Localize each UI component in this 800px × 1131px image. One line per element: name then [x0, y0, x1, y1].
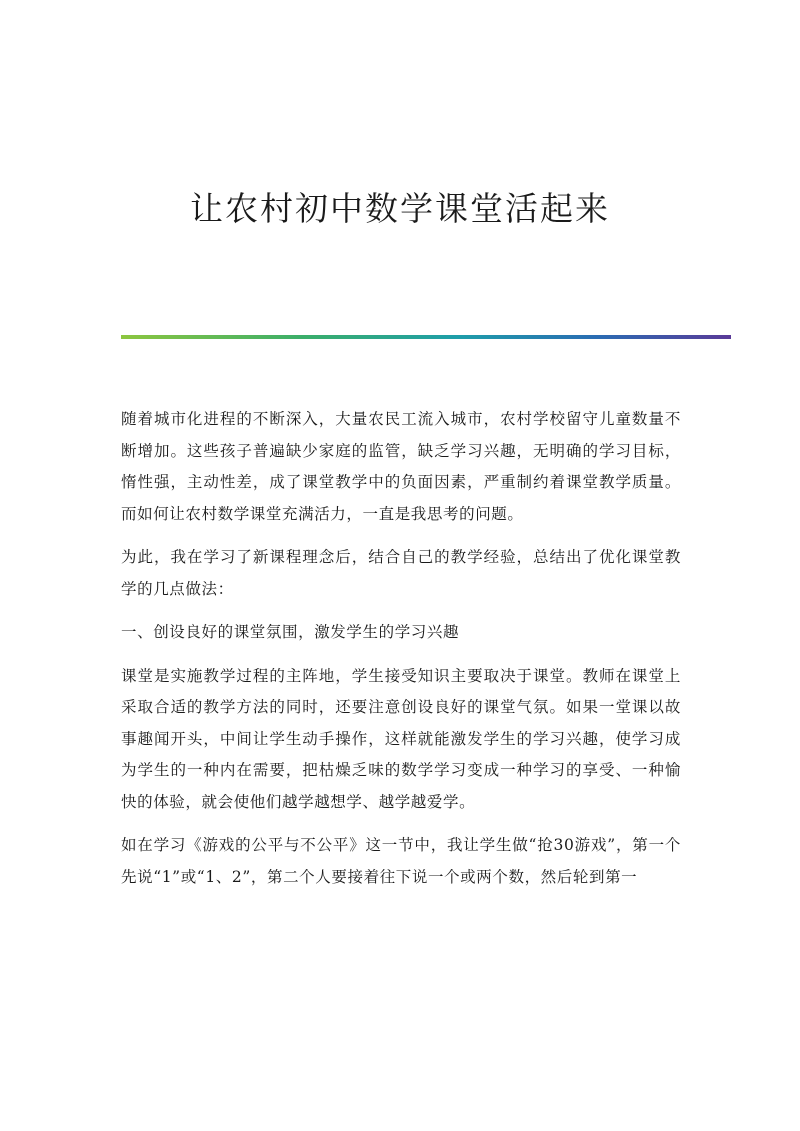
- document-body: [121, 404, 681, 905]
- section-heading-1: 一、创设良好的课堂氛围，激发学生的学习兴趣: [121, 623, 460, 641]
- title-divider: [121, 335, 731, 339]
- paragraph-game-example: 如在学习《游戏的公平与不公平》这一节中，我让学生做“抢30游戏”，第一个先说“1”或“1、2”，第二个人要接着往下说一个或两个数，然后轮到第一: [121, 836, 681, 886]
- paragraph-intro: 随着城市化进程的不断深入，大量农民工流入城市，农村学校留守儿童数量不断增加。这些孩子普遍缺少家庭的监管，缺乏学习兴趣，无明确的学习目标，惰性强，主动性差，成了课堂教学中的负面因素，严重制约着课堂教学质量。而如何让农村数学课堂充满活力，一直是我思考的问题。: [121, 410, 681, 523]
- document-title: 让农村初中数学课堂活起来: [190, 189, 610, 228]
- paragraph-method-intro: 为此，我在学习了新课程理念后，结合自己的教学经验，总结出了优化课堂教学的几点做法：: [121, 548, 681, 598]
- paragraph-classroom: 课堂是实施教学过程的主阵地，学生接受知识主要取决于课堂。教师在课堂上采取合适的教学方法的同时，还要注意创设良好的课堂气氛。如果一堂课以故事趣闻开头，中间让学生动手操作，这样就能激发学生的学习兴趣，使学习成为学生的一种内在需要，把枯燥乏味的数学学习变成一种学习的享受、一种愉快的体验，就会使他们越学越想学、越学越爱学。: [121, 666, 681, 811]
